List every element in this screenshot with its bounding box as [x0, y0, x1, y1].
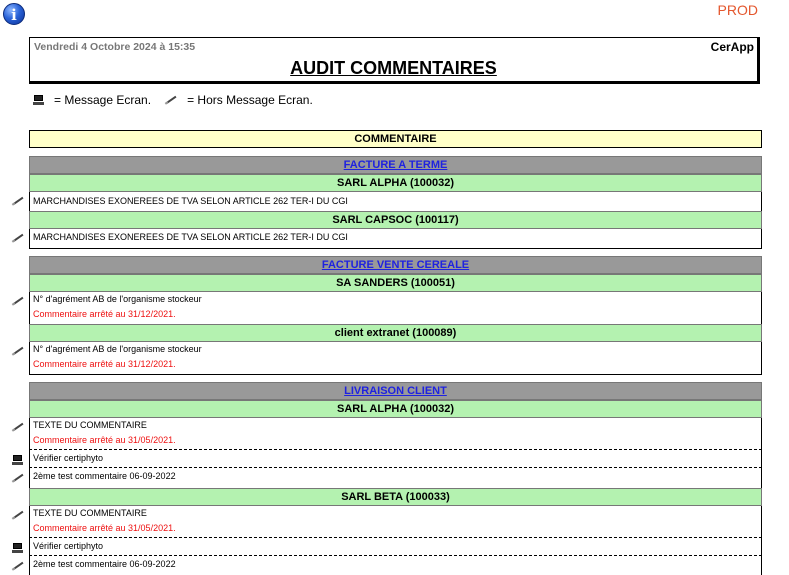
section-link[interactable]: FACTURE VENTE CEREALE — [321, 259, 470, 271]
client-header: SA SANDERS (100051) — [29, 274, 762, 292]
section-header — [29, 156, 762, 174]
computer-icon — [33, 95, 44, 105]
report-date: Vendredi 4 Octobre 2024 à 15:35 — [34, 41, 196, 53]
comment-row: 2ème test commentaire 06-09-2022 — [29, 468, 762, 489]
comment-row: Vérifier certiphyto — [29, 450, 762, 468]
pencil-icon — [12, 561, 24, 571]
comment-row: N° d'agrément AB de l'organisme stockeur Commentaire arrêté au 31/12/2021. — [29, 342, 762, 375]
pencil-icon — [12, 422, 24, 432]
legend-screen-label: = Message Ecran. — [54, 93, 152, 107]
comment-row: N° d'agrément AB de l'organisme stockeur Commentaire arrêté au 31/12/2021. — [29, 292, 762, 325]
comment-row: 2ème test commentaire 06-09-2022 — [29, 556, 762, 575]
legend — [33, 93, 313, 107]
pencil-icon — [12, 296, 24, 306]
comment-row: TEXTE DU COMMENTAIRE Commentaire arrêté au 31/05/2021. — [29, 418, 762, 450]
environment-label: PROD — [717, 2, 758, 18]
comment-row: TEXTE DU COMMENTAIRE Commentaire arrêté au 31/05/2021. — [29, 506, 762, 538]
comment-row: Vérifier certiphyto — [29, 538, 762, 556]
section-header — [29, 382, 762, 400]
computer-icon — [12, 543, 23, 553]
pencil-icon — [12, 196, 24, 206]
report-header — [29, 37, 760, 84]
client-header: SARL ALPHA (100032) — [29, 174, 762, 192]
pencil-icon — [165, 95, 177, 105]
legend-off-screen-label: = Hors Message Ecran. — [187, 93, 313, 107]
comment-row: MARCHANDISES EXONEREES DE TVA SELON ARTICLE 262 TER-I DU CGI — [29, 229, 762, 249]
page-title: AUDIT COMMENTAIRES — [290, 58, 497, 78]
info-icon[interactable]: i — [3, 3, 25, 25]
client-header: client extranet (100089) — [29, 324, 762, 342]
section-link[interactable]: FACTURE A TERME — [343, 159, 448, 171]
client-header: SARL ALPHA (100032) — [29, 400, 762, 418]
section-link[interactable]: LIVRAISON CLIENT — [344, 385, 447, 397]
pencil-icon — [12, 473, 24, 483]
pencil-icon — [12, 510, 24, 520]
client-header: SARL CAPSOC (100117) — [29, 211, 762, 229]
client-header: SARL BETA (100033) — [29, 488, 762, 506]
table-header: COMMENTAIRE — [29, 130, 762, 148]
computer-icon — [12, 455, 23, 465]
pencil-icon — [12, 346, 24, 356]
comment-row: MARCHANDISES EXONEREES DE TVA SELON ARTICLE 262 TER-I DU CGI — [29, 192, 762, 212]
section-header — [29, 256, 762, 274]
app-name: CerApp — [710, 40, 754, 54]
pencil-icon — [12, 233, 24, 243]
